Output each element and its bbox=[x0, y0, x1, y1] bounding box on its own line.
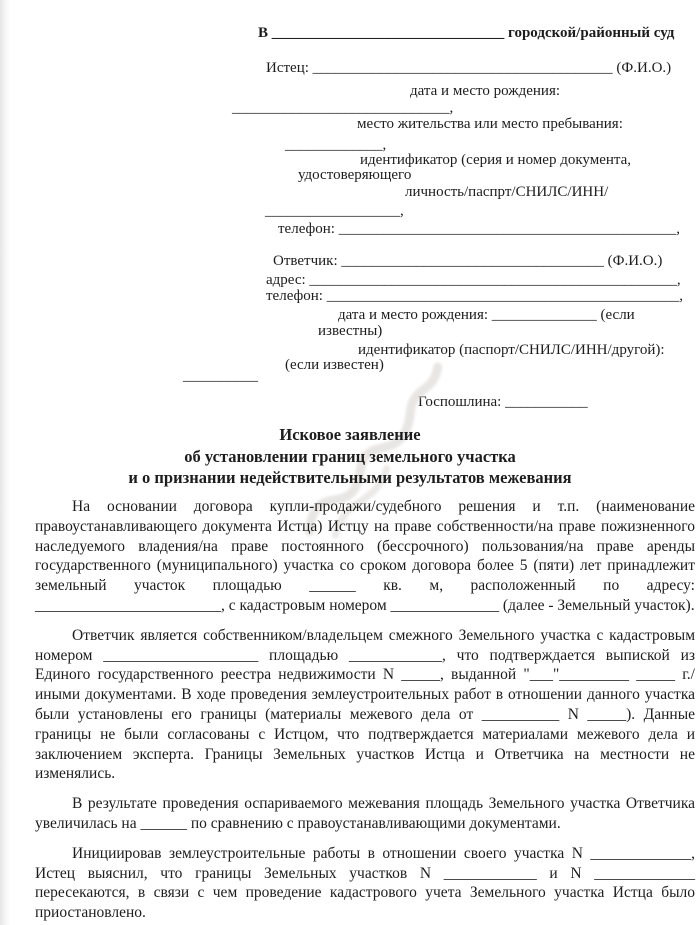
paragraph-area-increase: В результате проведения оспариваемого межевания площадь Земельного участка Ответчика увеличилась на ______ по сравнению с правоустанавливающими документами. bbox=[35, 795, 695, 832]
plaintiff-id-label-2: удостоверяющего bbox=[298, 167, 412, 183]
plaintiff-birth-blank: _____________________________, bbox=[232, 100, 454, 116]
defendant-id-blank: __________ bbox=[183, 368, 258, 384]
document-body bbox=[35, 497, 695, 925]
plaintiff-name-line: Истец: ________________________________________ (Ф.И.О.) bbox=[266, 60, 672, 76]
plaintiff-id-label-3: личность/паспрт/СНИЛС/ИНН/ bbox=[405, 184, 609, 200]
paragraph-intersection: Инициировав землеустроительные работы в отношении своего участка N _____________, Истец выяснил, что границы Земельных участков N ____________ и N _____________ пересекаются, в связи с чем проведение кадастрового учета Земельного участка Истца было приостановлено. bbox=[35, 844, 695, 922]
court-line: В _______________________________ городской/районный суд bbox=[258, 25, 675, 41]
defendant-address-line: адрес: _________________________________________________, bbox=[266, 272, 681, 288]
defendant-name-line: Ответчик: ___________________________________ (Ф.И.О.) bbox=[273, 253, 663, 269]
plaintiff-phone-line: телефон: _____________________________________________, bbox=[278, 221, 680, 237]
plaintiff-id-blank: __________________, bbox=[265, 203, 404, 219]
plaintiff-residence-label: место жительства или место пребывания: bbox=[357, 116, 623, 132]
fee-line: Госпошлина: ___________ bbox=[418, 394, 588, 410]
paragraph-defendant-plot: Ответчик является собственником/владельцем смежного Земельного участка с кадастровым номером ____________________ площадью ____________, что подтверждается выпиской из Единого государственного реестра недвижимости N _____, выданной "___"_________ _____ г./иными документами. В ходе проведения землеустроительных работ в отношении данного участка были установлены его границы (материалы межевого дела от __________ N _____). Данные границы не были согласованы с Истцом, что подтверждается материалами межевого дела и заключением эксперта. Границы Земельных участков Истца и Ответчика на местности не изменялись. bbox=[35, 626, 695, 783]
defendant-id-known-note: (если известен) bbox=[285, 357, 384, 373]
title-line-2: об установлении границ земельного участка bbox=[184, 446, 516, 466]
defendant-birth-line-2: известны) bbox=[318, 323, 383, 339]
document-title bbox=[0, 424, 700, 489]
plaintiff-birth-label: дата и место рождения: bbox=[410, 83, 561, 99]
plaintiff-id-label-1: идентификатор (серия и номер документа, bbox=[360, 152, 632, 168]
defendant-phone-line: телефон: _______________________________________________, bbox=[266, 288, 683, 304]
paragraph-grounds: На основании договора купли-продажи/судебного решения и т.п. (наименование правоустанавливающего документа Истца) Истцу на праве собственности/на праве пожизненного наследуемого владения/на праве постоянного (бессрочного) пользования/на праве аренды государственного (муниципального) участка со сроком договора более 5 (пяти) лет принадлежит земельный участок площадью ______ кв. м, расположенный по адресу: ________________________, с кадастровым номером ______________ (далее - Земельный участок). bbox=[35, 498, 695, 614]
defendant-id-label: идентификатор (паспорт/СНИЛС/ИНН/другой): bbox=[358, 342, 665, 358]
defendant-birth-line: дата и место рождения: ______________ (если bbox=[338, 307, 635, 323]
plaintiff-residence-blank: _____________, bbox=[285, 137, 387, 153]
title-line-3: и о признании недействительными результатов межевания bbox=[128, 468, 572, 487]
title-line-1: Исковое заявление bbox=[279, 425, 421, 444]
